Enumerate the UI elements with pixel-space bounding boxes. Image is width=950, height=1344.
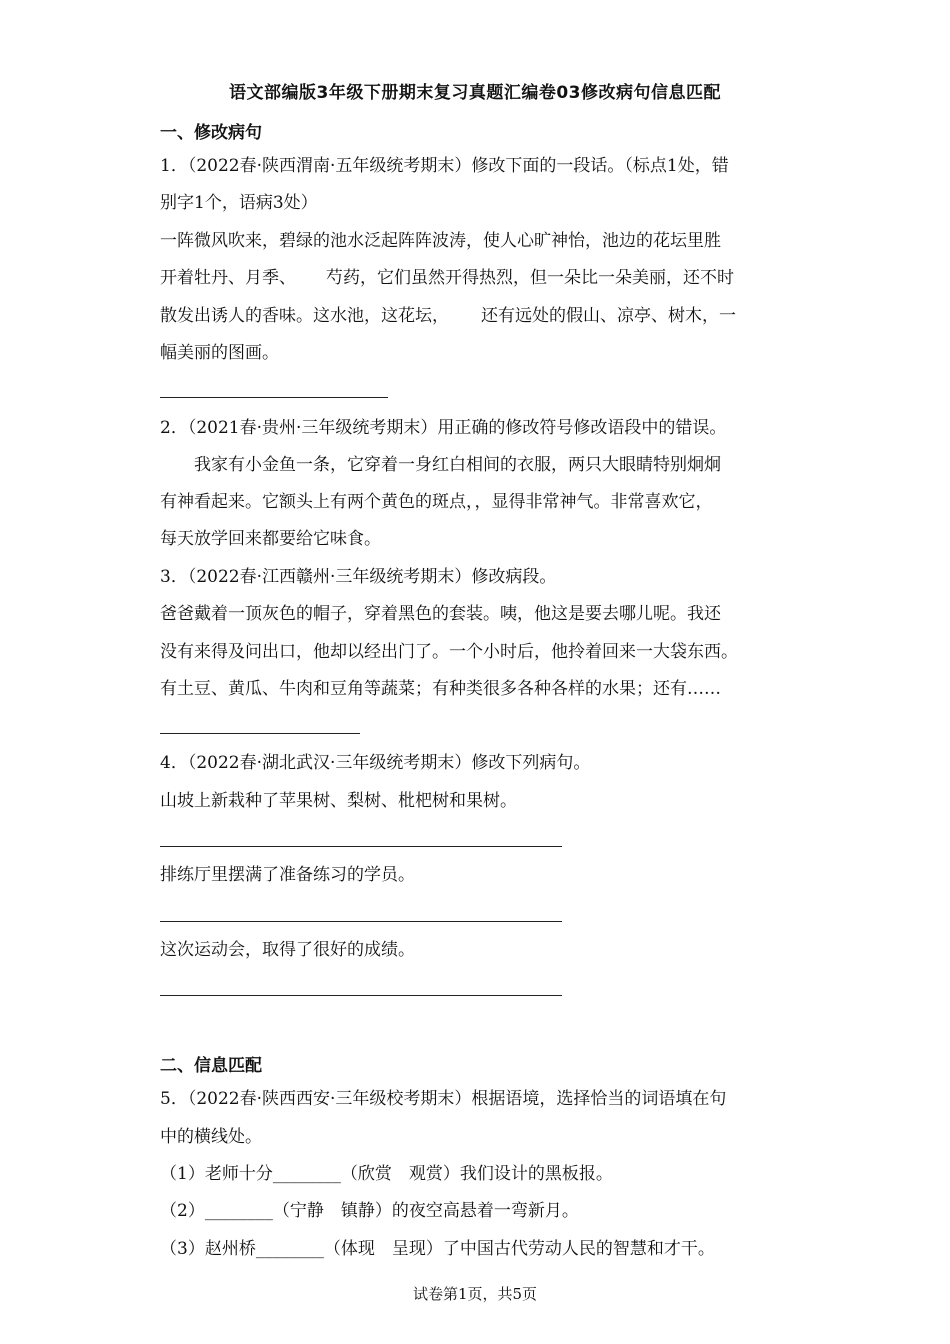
- answer-blank[interactable]: [160, 846, 562, 847]
- question-1-stem-cont: 别字1个，语病3处）: [160, 193, 318, 213]
- question-5-item-3: （3）赵州桥________（体现 呈现）了中国古代劳动人民的智慧和才干。: [160, 1239, 715, 1259]
- section-heading-correction: 一、修改病句: [160, 123, 262, 143]
- question-3-passage-line: 爸爸戴着一顶灰色的帽子，穿着黑色的套装。咦，他这是要去哪儿呢。我还: [160, 604, 721, 624]
- question-4-sentence-3: 这次运动会，取得了很好的成绩。: [160, 940, 415, 960]
- question-3-passage-line: 有土豆、黄瓜、牛肉和豆角等蔬菜；有种类很多各种各样的水果；还有……: [160, 679, 721, 699]
- question-5-stem: 5．（2022春·陕西西安·三年级校考期末）根据语境，选择恰当的词语填在句: [160, 1089, 727, 1109]
- question-5-stem-cont: 中的横线处。: [160, 1127, 262, 1147]
- passage-segment: 开着牡丹、月季、: [160, 268, 296, 288]
- question-3-stem: 3．（2022春·江西赣州·三年级统考期末）修改病段。: [160, 567, 557, 587]
- question-2-stem: 2．（2021春·贵州·三年级统考期末）用正确的修改符号修改语段中的错误。: [160, 418, 727, 438]
- answer-blank[interactable]: [160, 995, 562, 996]
- passage-segment: 散发出诱人的香味。这水池，这花坛，: [160, 306, 449, 326]
- answer-blank[interactable]: [160, 733, 360, 734]
- answer-blank[interactable]: [160, 921, 562, 922]
- answer-blank[interactable]: [160, 397, 388, 398]
- question-2-passage-line: 每天放学回来都要给它味食。: [160, 529, 381, 549]
- question-5-item-1: （1）老师十分________（欣赏 观赏）我们设计的黑板报。: [160, 1164, 613, 1184]
- question-4-stem: 4．（2022春·湖北武汉·三年级统考期末）修改下列病句。: [160, 753, 591, 773]
- question-4-sentence-2: 排练厅里摆满了准备练习的学员。: [160, 865, 415, 885]
- question-2-passage-line: 有神看起来。它额头上有两个黄色的斑点，，显得非常神气。非常喜欢它，: [160, 492, 713, 512]
- passage-segment: 还有远处的假山、凉亭、树木，一: [481, 306, 736, 326]
- page-footer: 试卷第1页，共5页: [412, 1285, 538, 1303]
- page-title: 语文部编版3年级下册期末复习真题汇编卷03修改病句信息匹配: [229, 83, 721, 103]
- question-3-passage-line: 没有来得及问出口，他却以经出门了。一个小时后，他拎着回来一大袋东西。: [160, 642, 738, 662]
- question-1-stem: 1．（2022春·陕西渭南·五年级统考期末）修改下面的一段话。（标点1处，错: [160, 156, 729, 176]
- passage-segment: 芍药，它们虽然开得热烈，但一朵比一朵美丽，还不时: [326, 268, 734, 288]
- question-1-passage-line: 幅美丽的图画。: [160, 343, 279, 363]
- question-1-passage-line: [160, 267, 734, 289]
- question-4-sentence-1: 山坡上新栽种了苹果树、梨树、枇杷树和果树。: [160, 791, 517, 811]
- section-heading-matching: 二、信息匹配: [160, 1056, 262, 1076]
- question-2-passage-line: 我家有小金鱼一条，它穿着一身红白相间的衣服，两只大眼睛特别炯炯: [194, 455, 721, 475]
- question-5-item-2: （2）________（宁静 镇静）的夜空高悬着一弯新月。: [160, 1201, 579, 1221]
- question-1-passage-line: [160, 305, 736, 327]
- question-1-passage-line: 一阵微风吹来，碧绿的池水泛起阵阵波涛，使人心旷神怡，池边的花坛里胜: [160, 231, 721, 251]
